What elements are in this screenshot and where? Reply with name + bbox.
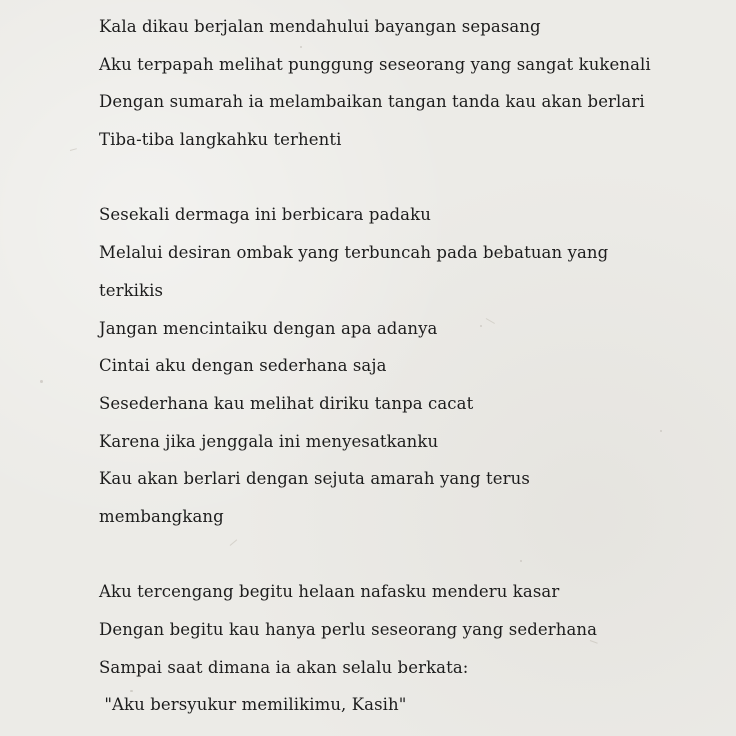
poem-line: Sesederhana kau melihat diriku tanpa cacat <box>99 393 474 413</box>
poem-line: Melalui desiran ombak yang terbuncah pada bebatuan yang <box>99 243 609 263</box>
poem-line: Jangan mencintaiku dengan apa adanya <box>99 318 438 338</box>
paper-speck <box>40 380 43 383</box>
poem-line: Cintai aku dengan sederhana saja <box>99 356 387 376</box>
poem-text <box>99 13 699 729</box>
poem-stanza-1 <box>99 13 699 164</box>
stanza-break <box>99 541 699 579</box>
poem-line: membangkang <box>99 506 224 526</box>
poem-stanza-2 <box>99 201 699 540</box>
paper-fiber <box>70 148 77 151</box>
poem-line: Tiba-tiba langkahku terhenti <box>99 130 342 150</box>
poem-stanza-3 <box>99 578 699 729</box>
poem-line: Aku terpapah melihat punggung seseorang yang sangat kukenali <box>99 54 651 74</box>
poem-line: terkikis <box>99 280 164 300</box>
stanza-break <box>99 164 699 202</box>
poem-line: Karena jika jenggala ini menyesatkanku <box>99 431 439 451</box>
poem-line: Aku tercengang begitu helaan nafasku menderu kasar <box>99 582 560 602</box>
poem-line: Dengan sumarah ia melambaikan tangan tanda kau akan berlari <box>99 92 645 112</box>
poem-line: Kau akan berlari dengan sejuta amarah yang terus <box>99 469 530 489</box>
poem-line: Dengan begitu kau hanya perlu seseorang yang sederhana <box>99 620 598 639</box>
poem-line: Sampai saat dimana ia akan selalu berkata: <box>99 657 469 677</box>
poem-line: Sesekali dermaga ini berbicara padaku <box>99 205 431 225</box>
poem-line: Kala dikau berjalan mendahului bayangan sepasang <box>99 17 541 36</box>
poem-line: "Aku bersyukur memilikimu, Kasih" <box>99 695 407 715</box>
